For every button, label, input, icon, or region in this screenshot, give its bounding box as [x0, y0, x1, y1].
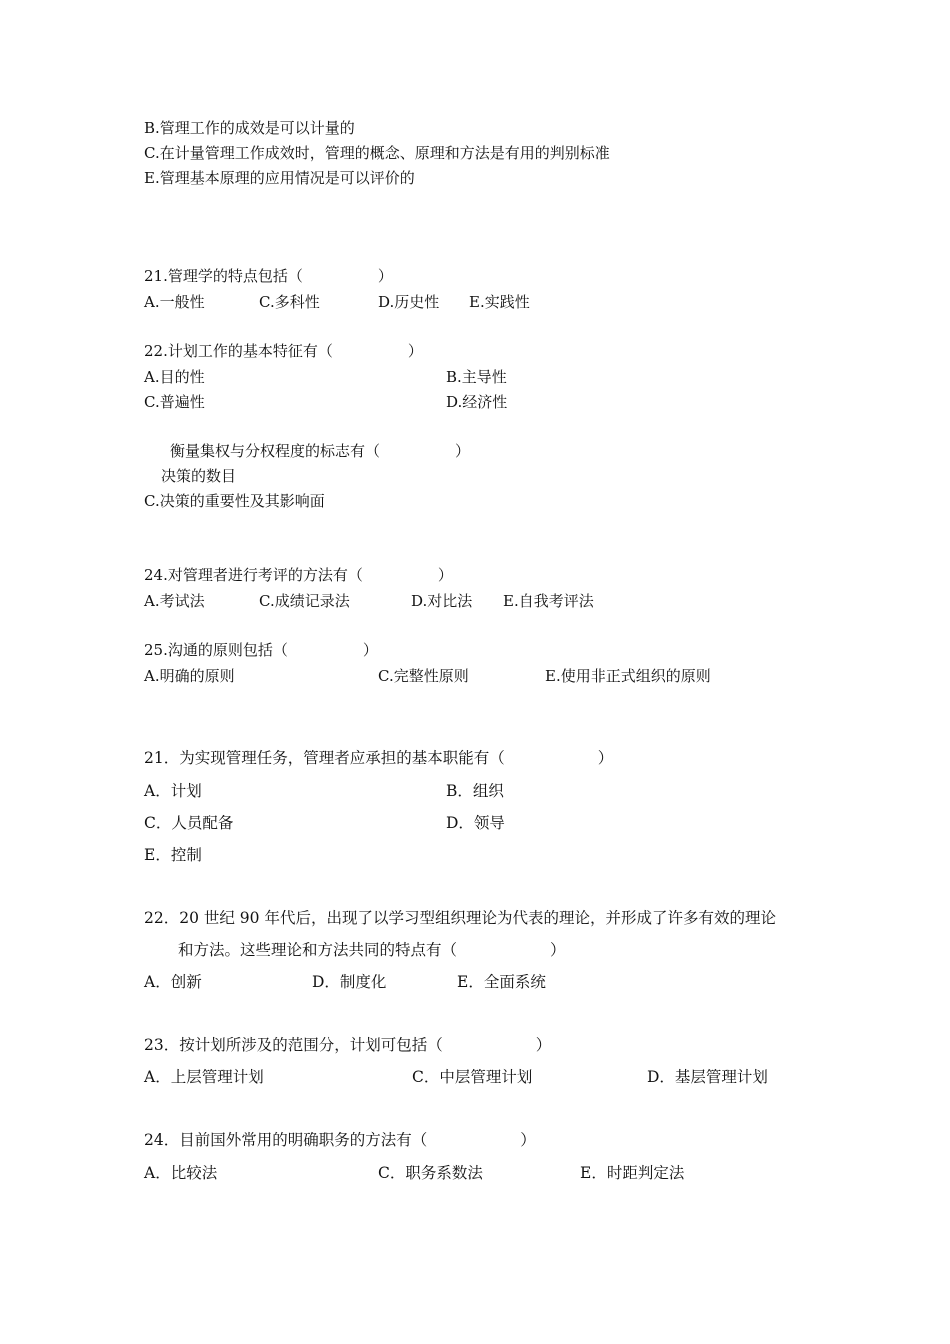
- q25-option-a: A.明确的原则: [144, 667, 235, 685]
- p21-option-e: E．控制: [144, 846, 202, 864]
- p24-stem: 24．目前国外常用的明确职务的方法有（ ）: [144, 1131, 536, 1149]
- option-line-c: C.在计量管理工作成效时，管理的概念、原理和方法是有用的判别标准: [144, 144, 610, 162]
- q23-line-3: C.决策的重要性及其影响面: [144, 492, 325, 510]
- p23-stem: 23．按计划所涉及的范围分，计划可包括（ ）: [144, 1036, 552, 1054]
- question-22-stem: 22.计划工作的基本特征有（ ）: [144, 342, 423, 360]
- p24-option-c: C．职务系数法: [378, 1164, 483, 1182]
- q22-option-d: D.经济性: [446, 393, 508, 411]
- option-line-b: B.管理工作的成效是可以计量的: [144, 119, 355, 137]
- p23-option-c: C．中层管理计划: [412, 1068, 533, 1086]
- p21-option-b: B．组织: [446, 782, 504, 800]
- q24-option-a: A.考试法: [144, 592, 205, 610]
- question-25-stem: 25.沟通的原则包括（ ）: [144, 641, 378, 659]
- p21-stem: 21．为实现管理任务，管理者应承担的基本职能有（ ）: [144, 749, 614, 767]
- q21-option-e: E.实践性: [469, 293, 530, 311]
- p22-stem: 22．20 世纪 90 年代后，出现了以学习型组织理论为代表的理论，并形成了许多有效的理论: [144, 909, 776, 927]
- p21-option-d: D．领导: [446, 814, 505, 832]
- option-line-e: E.管理基本原理的应用情况是可以评价的: [144, 169, 415, 187]
- q24-option-e: E.自我考评法: [503, 592, 594, 610]
- p22-stem-continued: 和方法。这些理论和方法共同的特点有（ ）: [178, 941, 566, 959]
- q21-option-a: A.一般性: [144, 293, 205, 311]
- q22-option-c: C.普遍性: [144, 393, 205, 411]
- q22-option-b: B.主导性: [446, 368, 507, 386]
- p22-option-a: A．创新: [144, 973, 202, 991]
- p22-option-d: D．制度化: [312, 973, 387, 991]
- q21-option-c: C.多科性: [259, 293, 320, 311]
- p21-option-a: A．计划: [144, 782, 202, 800]
- p21-option-c: C．人员配备: [144, 814, 234, 832]
- q21-option-d: D.历史性: [378, 293, 440, 311]
- question-23-stem: 衡量集权与分权程度的标志有（ ）: [170, 442, 471, 460]
- p23-option-d: D．基层管理计划: [647, 1068, 768, 1086]
- p24-option-a: A．比较法: [144, 1164, 218, 1182]
- q24-option-d: D.对比法: [411, 592, 473, 610]
- p23-option-a: A．上层管理计划: [144, 1068, 264, 1086]
- q24-option-c: C.成绩记录法: [259, 592, 350, 610]
- q25-option-c: C.完整性原则: [378, 667, 469, 685]
- p24-option-e: E．时距判定法: [580, 1164, 685, 1182]
- question-24-stem: 24.对管理者进行考评的方法有（ ）: [144, 566, 453, 584]
- q22-option-a: A.目的性: [144, 368, 205, 386]
- question-21-stem: 21.管理学的特点包括（ ）: [144, 267, 393, 285]
- p22-option-e: E．全面系统: [457, 973, 546, 991]
- q25-option-e: E.使用非正式组织的原则: [545, 667, 711, 685]
- q23-line-2: 决策的数目: [161, 467, 237, 485]
